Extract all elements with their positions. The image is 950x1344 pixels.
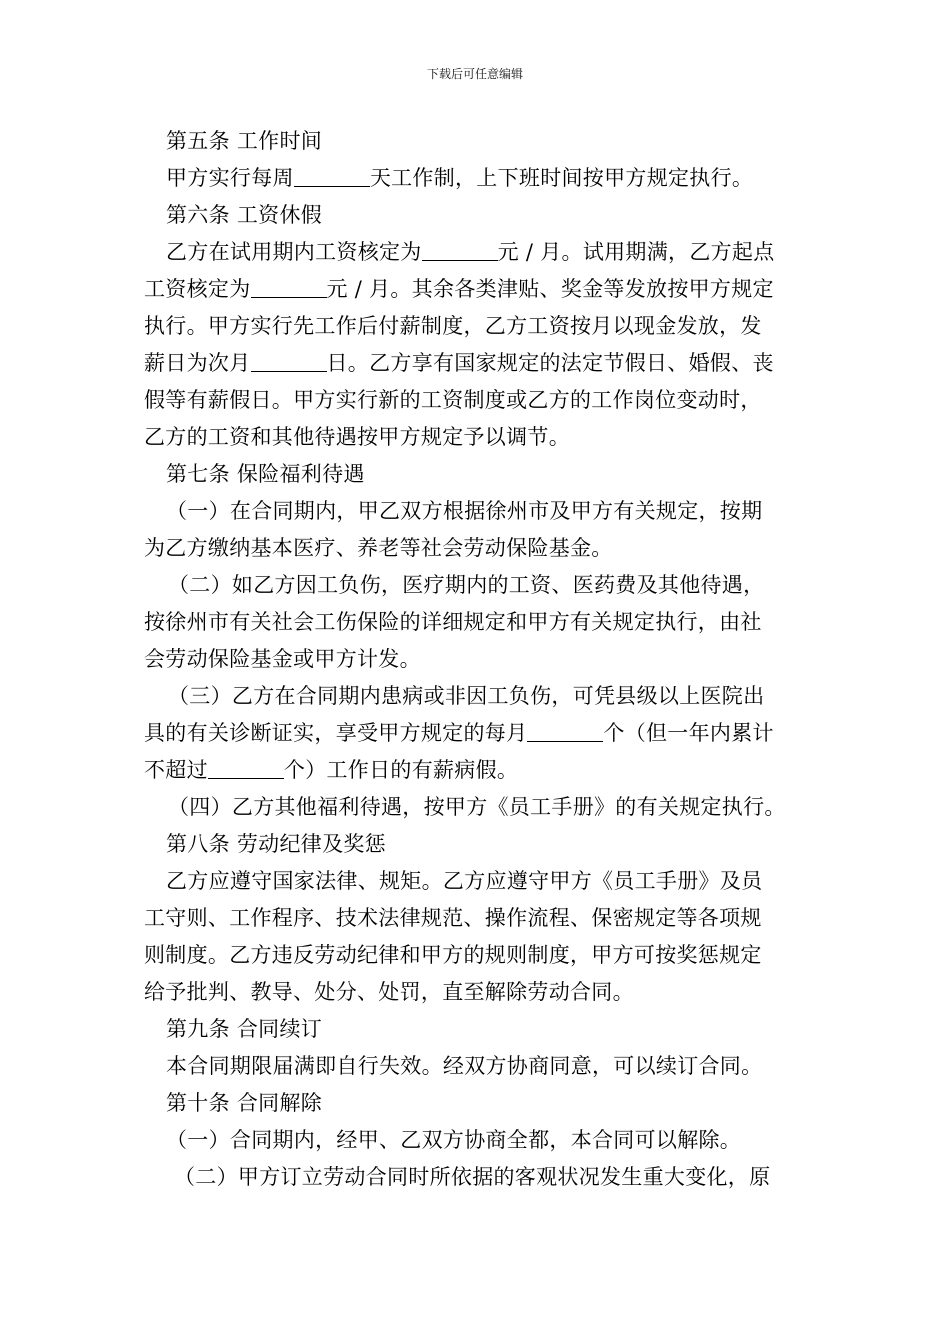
text-segment: 天工作制，上下班时间按甲方规定执行。 xyxy=(369,166,754,190)
paragraph-line: 工守则、工作程序、技术法律规范、操作流程、保密规定等各项规 xyxy=(144,906,762,930)
article-heading: 第九条 合同续订 xyxy=(166,1017,323,1041)
article-heading: 第六条 工资休假 xyxy=(166,203,323,227)
paragraph-line: 本合同期限届满即自行失效。经双方协商同意，可以续订合同。 xyxy=(166,1054,763,1078)
paragraph-line: 按徐州市有关社会工伤保险的详细规定和甲方有关规定执行，由社 xyxy=(144,610,762,634)
paragraph-line xyxy=(144,160,808,197)
article-heading: 第七条 保险福利待遇 xyxy=(166,462,365,486)
paragraph-line: （四）乙方其他福利待遇，按甲方《员工手册》的有关规定执行。 xyxy=(168,795,786,819)
paragraph-line: 会劳动保险基金或甲方计发。 xyxy=(144,647,421,671)
paragraph-line: 执行。甲方实行先工作后付薪制度，乙方工资按月以现金发放，发 xyxy=(144,314,762,338)
paragraph-line: 为乙方缴纳基本医疗、养老等社会劳动保险基金。 xyxy=(144,536,613,560)
paragraph-line: （一）在合同期内，甲乙双方根据徐州市及甲方有关规定，按期 xyxy=(166,499,763,523)
text-segment: 不超过 xyxy=(144,758,208,782)
fill-blank xyxy=(251,275,327,298)
paragraph-line xyxy=(144,752,808,789)
article-heading: 第五条 工作时间 xyxy=(166,129,323,153)
paragraph-line xyxy=(144,715,808,752)
paragraph-line: 给予批判、教导、处分、处罚，直至解除劳动合同。 xyxy=(144,980,634,1004)
contract-body xyxy=(144,123,808,1196)
text-segment: 元 / 月。试用期满，乙方起点 xyxy=(497,240,775,264)
text-segment: 具的有关诊断证实，享受甲方规定的每月 xyxy=(144,721,528,745)
paragraph-line: 乙方应遵守国家法律、规矩。乙方应遵守甲方《员工手册》及员 xyxy=(166,869,763,893)
text-segment: 工资核定为 xyxy=(144,277,251,301)
paragraph-line: （三）乙方在合同期内患病或非因工负伤，可凭县级以上医院出 xyxy=(168,684,765,708)
text-segment: 个（但一年内累计 xyxy=(603,721,774,745)
text-segment: 甲方实行每周 xyxy=(166,166,294,190)
fill-blank xyxy=(527,719,603,742)
text-segment: 日。乙方享有国家规定的法定节假日、婚假、丧 xyxy=(326,351,774,375)
fill-blank xyxy=(208,756,284,779)
fill-blank xyxy=(422,238,498,261)
paragraph-line: 假等有薪假日。甲方实行新的工资制度或乙方的工作岗位变动时， xyxy=(144,388,762,412)
text-segment: 元 / 月。其余各类津贴、奖金等发放按甲方规定 xyxy=(326,277,774,301)
fill-blank xyxy=(251,349,327,372)
paragraph-line: 乙方的工资和其他待遇按甲方规定予以调节。 xyxy=(144,425,570,449)
article-heading: 第十条 合同解除 xyxy=(166,1091,323,1115)
paragraph-line: 则制度。乙方违反劳动纪律和甲方的规则制度，甲方可按奖惩规定 xyxy=(144,943,762,967)
paragraph-line: （二）如乙方因工负伤，医疗期内的工资、医药费及其他待遇， xyxy=(168,573,765,597)
paragraph-line: （二）甲方订立劳动合同时所依据的客观状况发生重大变化，原 xyxy=(174,1165,771,1189)
article-heading: 第八条 劳动纪律及奖惩 xyxy=(166,832,386,856)
text-segment: 乙方在试用期内工资核定为 xyxy=(166,240,422,264)
paragraph-line xyxy=(144,234,808,271)
paragraph-line: （一）合同期内，经甲、乙双方协商全都，本合同可以解除。 xyxy=(166,1128,742,1152)
fill-blank xyxy=(294,164,370,187)
text-segment: 个）工作日的有薪病假。 xyxy=(283,758,519,782)
page-header: 下载后可任意编辑 xyxy=(426,67,523,81)
paragraph-line xyxy=(144,271,808,308)
paragraph-line xyxy=(144,345,808,382)
text-segment: 薪日为次月 xyxy=(144,351,251,375)
